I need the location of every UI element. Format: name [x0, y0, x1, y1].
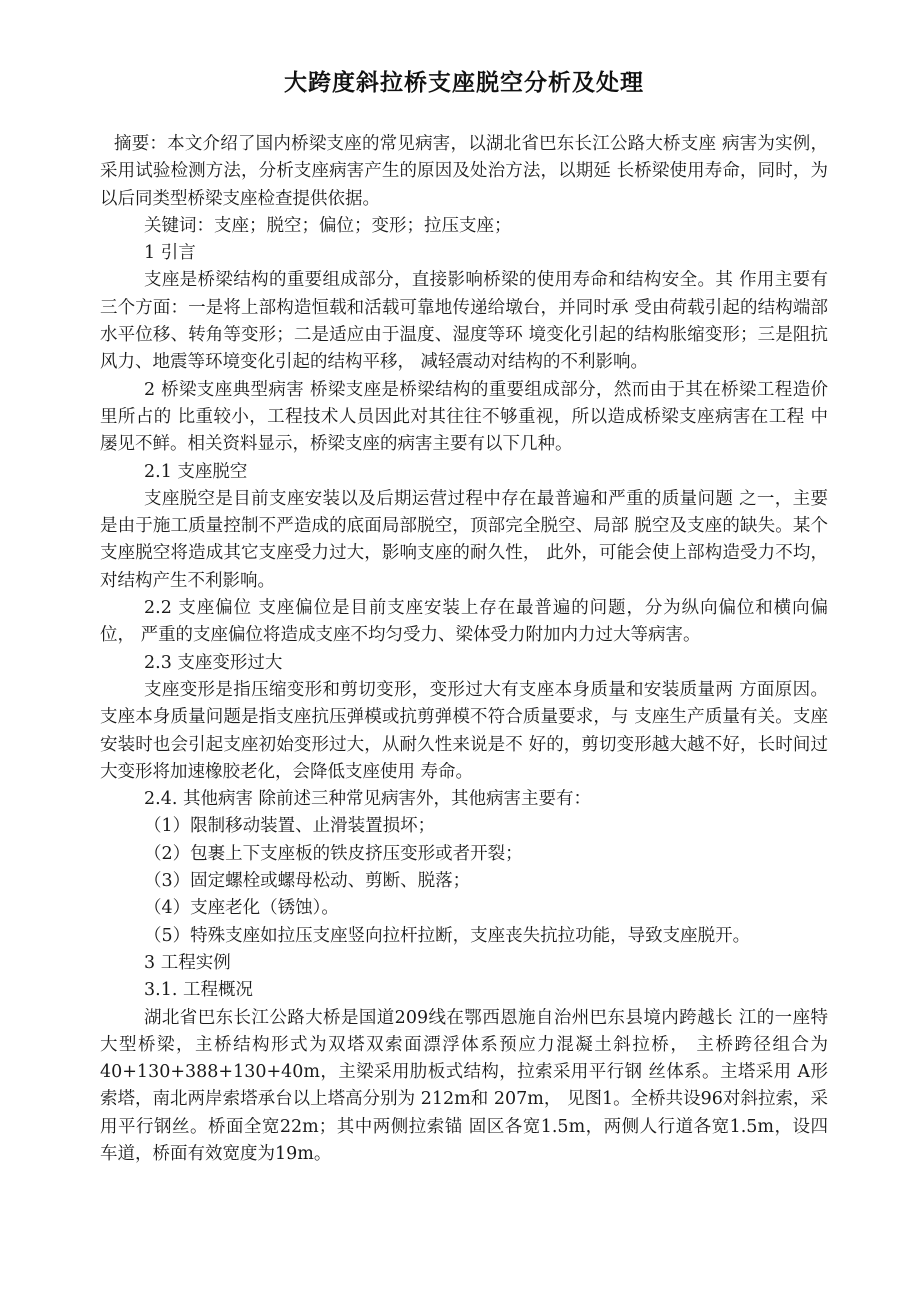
- section-1-body: 支座是桥梁结构的重要组成部分，直接影响桥梁的使用寿命和结构安全。其 作用主要有三个方面：一是将上部构造恒载和活载可靠地传递给墩台，并同时承 受由荷载引起的结构端部水平位移、转角等变形；二是适应由于温度、湿度等环 境变化引起的结构胀缩变形；三是阻抗风力、地震等环境变化引起的结构平移， 减轻震动对结构的不利影响。: [100, 270, 828, 373]
- section-2-2-body: 2.2 支座偏位 支座偏位是目前支座安装上存在最普遍的问题，分为纵向偏位和横向偏位， 严重的支座偏位将造成支座不均匀受力、梁体受力附加内力过大等病害。: [100, 598, 828, 646]
- section-2-3-body: 支座变形是指压缩变形和剪切变形，变形过大有支座本身质量和安装质量两 方面原因。支座本身质量问题是指支座抗压弹模或抗剪弹模不符合质量要求，与 支座生产质量有关。支座安装时也会引起支座初始变形过大，从耐久性来说是不 好的，剪切变形越大越不好，长时间过大变形将加速橡胶老化，会降低支座使用 寿命。: [100, 679, 828, 782]
- section-3-heading: 3 工程实例: [144, 952, 231, 973]
- list-item: （5）特殊支座如拉压支座竖向拉杆拉断，支座丧失抗拉功能，导致支座脱开。: [144, 925, 751, 946]
- section-2-3-heading: 2.3 支座变形过大: [144, 652, 283, 673]
- section-2-1-body: 支座脱空是目前支座安装以及后期运营过程中存在最普遍和严重的质量问题 之一，主要是由于施工质量控制不严造成的底面局部脱空，顶部完全脱空、局部 脱空及支座的缺失。某个支座脱空将造成其它支座受力过大，影响支座的耐久性， 此外，可能会使上部构造受力不均，对结构产生不利影响。: [100, 488, 828, 591]
- other-defects-list: [100, 813, 828, 949]
- list-item: （4）支座老化（锈蚀）。: [144, 898, 339, 919]
- section-3-1-heading: 3.1. 工程概况: [144, 980, 253, 1001]
- document-title: 大跨度斜拉桥支座脱空分析及处理: [284, 69, 644, 96]
- section-2-body: 2 桥梁支座典型病害 桥梁支座是桥梁结构的重要组成部分，然而由于其在桥梁工程造价里所占的 比重较小，工程技术人员因此对其往往不够重视，所以造成桥梁支座病害在工程 中屡见不鲜。相关资料显示，桥梁支座的病害主要有以下几种。: [100, 379, 828, 455]
- list-item: （3）固定螺栓或螺母松动、剪断、脱落；: [144, 871, 471, 892]
- section-3-1-body: 湖北省巴东长江公路大桥是国道209线在鄂西恩施自治州巴东县境内跨越长 江的一座特大型桥梁，主桥结构形式为双塔双索面漂浮体系预应力混凝土斜拉桥， 主桥跨径组合为40+130+388+130+40m，主梁采用肋板式结构，拉索采用平行钢 丝体系。主塔采用 A形索塔，南北两岸索塔承台以上塔高分别为 212m和 207m， 见图1。全桥共设96对斜拉索，采用平行钢丝。桥面全宽22m；其中两侧拉索锚 固区各宽1.5m，两侧人行道各宽1.5m，设四车道，桥面有效宽度为19m。: [100, 1007, 828, 1164]
- keywords: 关键词：支座；脱空；偏位；变形；拉压支座；: [144, 215, 512, 236]
- section-1-heading: 1 引言: [144, 243, 196, 264]
- section-2-4-body: 2.4. 其他病害 除前述三种常见病害外，其他病害主要有：: [144, 789, 592, 810]
- list-item: （1）限制移动装置、止滑装置损坏；: [144, 816, 436, 837]
- abstract: 摘要：本文介绍了国内桥梁支座的常见病害，以湖北省巴东长江公路大桥支座 病害为实例，采用试验检测方法，分析支座病害产生的原因及处治方法，以期延 长桥梁使用寿命，同时，为以后同类型桥梁支座检查提供依据。: [100, 134, 828, 209]
- section-2-1-heading: 2.1 支座脱空: [144, 461, 248, 482]
- list-item: （2）包裹上下支座板的铁皮挤压变形或者开裂；: [144, 843, 523, 864]
